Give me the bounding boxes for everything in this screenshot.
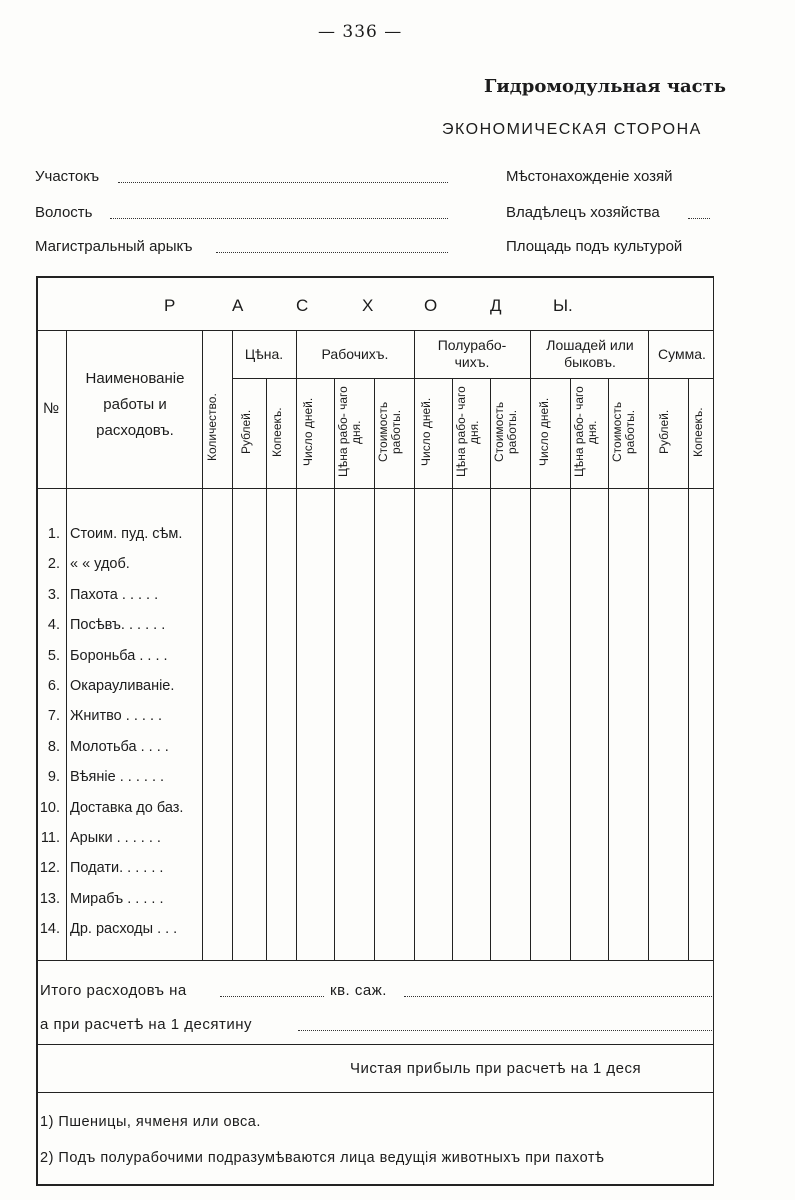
header-semi-cost: Стоимость работы.: [492, 401, 519, 463]
row-number: 5.: [47, 648, 60, 664]
col-line-workers-sub2: [374, 378, 375, 960]
header-price-kop: Копеекъ.: [270, 407, 284, 457]
col-line-num: [66, 330, 67, 960]
header-num: №: [42, 400, 60, 417]
field-label-volost: Волость: [35, 204, 93, 221]
totals-divider: [36, 1044, 714, 1045]
footnote-1: 1) Пшеницы, ячменя или овса.: [40, 1114, 261, 1130]
header-sum-group: Сумма.: [658, 346, 706, 362]
header-group-divider: [232, 378, 714, 379]
page-number: — 336 —: [318, 22, 403, 42]
header-price-group: Цѣна.: [244, 346, 284, 362]
header-workers-day-price: Цѣна рабо- чаго дня.: [336, 386, 363, 478]
col-line-name: [202, 330, 203, 960]
col-line-horses-sub2: [608, 378, 609, 960]
total-unit: кв. саж.: [330, 982, 387, 999]
title-divider: [36, 330, 714, 331]
row-number: 7.: [47, 708, 60, 724]
row-label: Жнитво . . . . .: [70, 708, 163, 724]
row-number: 3.: [47, 587, 60, 603]
row-label: Бороньба . . . .: [70, 648, 168, 664]
total-dots-3: [298, 1030, 712, 1031]
row-number: 2.: [47, 556, 60, 572]
row-number: 10.: [39, 800, 60, 816]
row-number: 1.: [47, 526, 60, 542]
row-label: Вѣяніе . . . . . .: [70, 769, 165, 785]
header-semi-days: Число дней.: [419, 397, 433, 467]
field-label-owner: Владѣлецъ хозяйства: [506, 204, 660, 221]
row-label: Доставка до баз.: [70, 800, 184, 816]
row-label: Молотьба . . . .: [70, 739, 169, 755]
header-sum-rub: Рублей.: [657, 409, 671, 455]
row-label: Окарауливаніе.: [70, 678, 175, 694]
footnote-2: 2) Подъ полурабочими подразумѣваются лица ведущія животныхъ при пахотѣ: [40, 1150, 605, 1166]
row-number: 8.: [47, 739, 60, 755]
header-horses-cost: Стоимость работы.: [610, 401, 637, 463]
total-per-desyatina: а при расчетѣ на 1 десятину: [40, 1016, 252, 1033]
row-label: Подати. . . . . .: [70, 860, 164, 876]
col-line-workers-sub1: [334, 378, 335, 960]
col-line-horses-sub1: [570, 378, 571, 960]
field-label-plot: Участокъ: [35, 168, 100, 185]
row-label: Мирабъ . . . . .: [70, 891, 164, 907]
body-bottom-line: [36, 960, 714, 961]
header-workers-group: Рабочихъ.: [321, 346, 389, 362]
header-semi-day-price: Цѣна рабо- чаго дня.: [454, 386, 481, 478]
row-label: « « удоб.: [70, 556, 130, 572]
col-line-semi-sub2: [490, 378, 491, 960]
col-line-price: [296, 330, 297, 960]
col-line-semi-sub1: [452, 378, 453, 960]
col-line-sum-sub: [688, 378, 689, 960]
row-number: 6.: [47, 678, 60, 694]
total-label: Итого расходовъ на: [40, 982, 187, 999]
header-horses-days: Число дней.: [537, 397, 551, 467]
total-dots-2: [404, 996, 712, 997]
row-number: 14.: [39, 921, 60, 937]
header-horses-day-price: Цѣна рабо- чаго дня.: [572, 386, 599, 478]
field-line-owner: [688, 218, 710, 219]
header-price-rub: Рублей.: [239, 409, 253, 455]
col-line-price-sub: [266, 378, 267, 960]
row-number: 4.: [47, 617, 60, 633]
field-line-volost: [110, 218, 448, 219]
header-semi-group: Полурабо- чихъ.: [437, 337, 507, 370]
row-label: Посѣвъ. . . . . .: [70, 617, 166, 633]
net-profit-label: Чистая прибыль при расчетѣ на 1 деся: [350, 1060, 642, 1077]
row-number: 9.: [47, 769, 60, 785]
col-line-qty: [232, 330, 233, 960]
row-number: 13.: [39, 891, 60, 907]
row-number: 11.: [40, 830, 60, 846]
header-qty: Количество.: [205, 393, 219, 461]
header-sum-kop: Копеекъ.: [691, 407, 705, 457]
header-horses-group: Лошадей или быковъ.: [546, 337, 634, 370]
row-label: Стоим. пуд. сѣм.: [70, 526, 183, 542]
col-line-semi: [530, 330, 531, 960]
field-label-location: Мѣстонахожденіе хозяй: [506, 168, 673, 185]
header-bottom-line: [36, 488, 714, 489]
header-workers-cost: Стоимость работы.: [376, 401, 403, 463]
row-label: Др. расходы . . .: [70, 921, 178, 937]
header-workers-days: Число дней.: [301, 397, 315, 467]
row-label: Арыки . . . . . .: [70, 830, 161, 846]
field-line-plot: [118, 182, 448, 183]
header-name: Наименованіе работы и расходовъ.: [85, 370, 185, 439]
row-number: 12.: [39, 860, 60, 876]
total-dots-1: [220, 996, 324, 997]
field-label-area: Площадь подъ культурой: [506, 238, 683, 255]
page-title: Гидромодульная часть: [484, 76, 727, 97]
field-label-canal: Магистральный арыкъ: [35, 238, 193, 255]
col-line-workers: [414, 330, 415, 960]
col-line-horses: [648, 330, 649, 960]
page-subtitle: ЭКОНОМИЧЕСКАЯ СТОРОНА: [442, 121, 702, 138]
field-line-canal: [216, 252, 448, 253]
row-label: Пахота . . . . .: [70, 587, 159, 603]
profit-divider: [36, 1092, 714, 1093]
